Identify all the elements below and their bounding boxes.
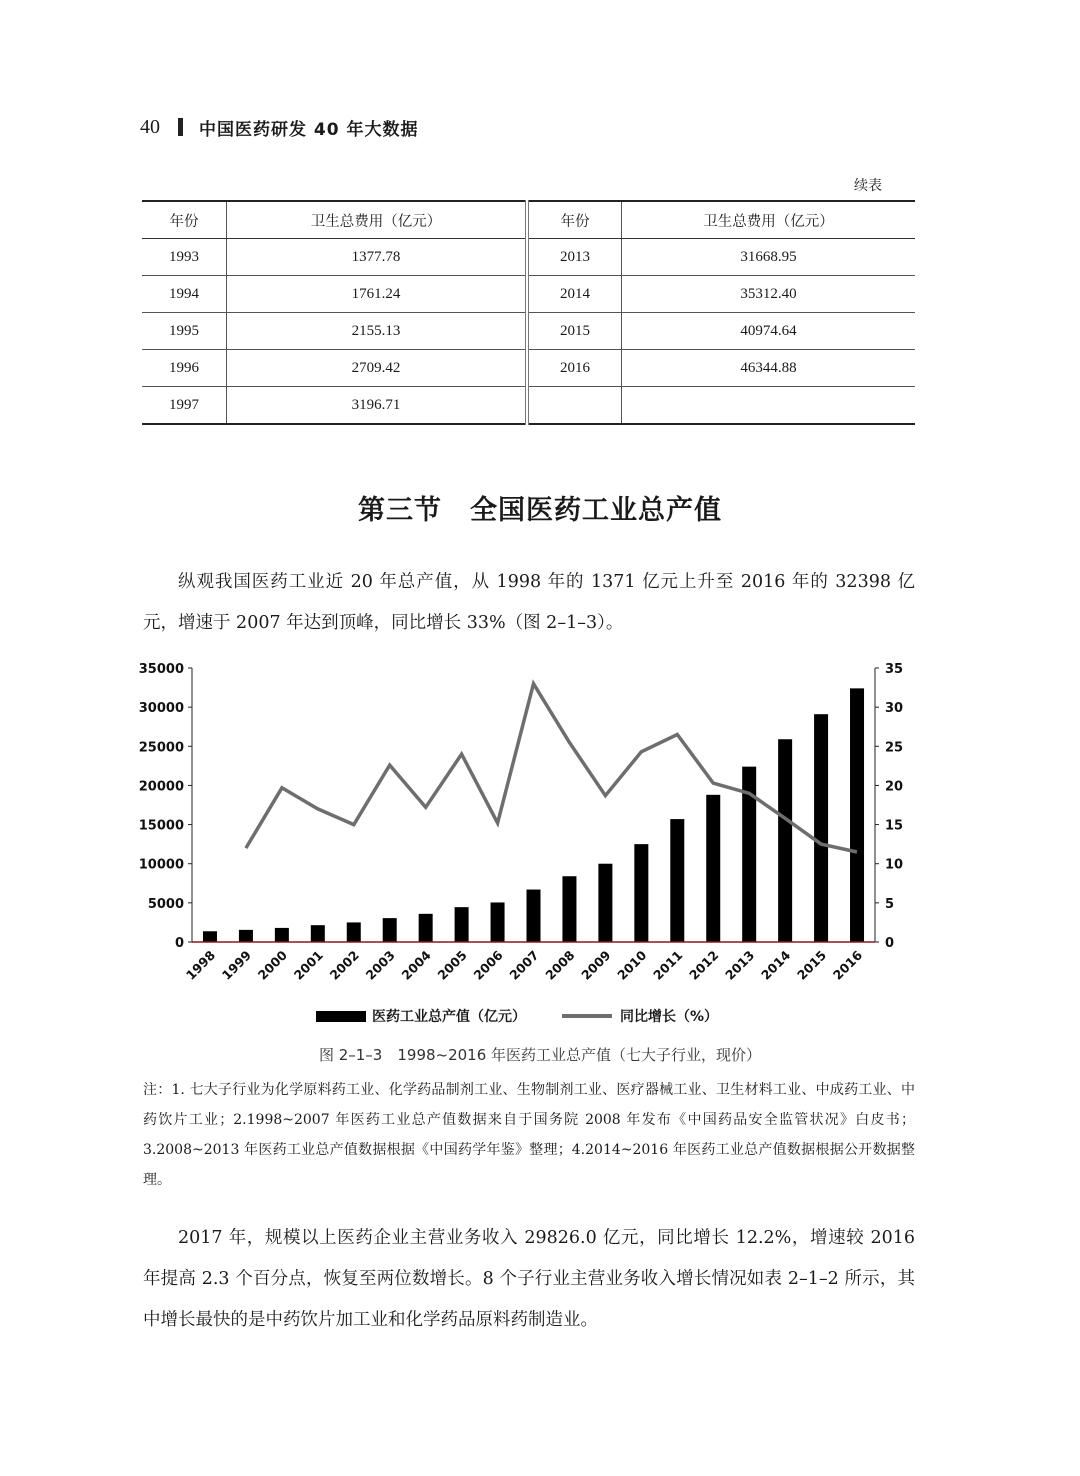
x-tick-label: 2001 [290, 947, 326, 983]
bar [634, 844, 648, 942]
table-row [142, 387, 915, 425]
table-cell: 2014 [527, 276, 622, 313]
legend-line-label: 同比增长（%） [620, 1009, 719, 1025]
right-tick-label: 5 [885, 896, 895, 912]
running-header [140, 112, 419, 142]
bar [203, 931, 217, 942]
left-tick-label: 35000 [138, 662, 184, 677]
table-cell: 2016 [527, 350, 622, 387]
output-value-chart [130, 655, 930, 1035]
table-cell: 2015 [527, 313, 622, 350]
legend-bar-swatch [316, 1011, 366, 1022]
table-cell [622, 387, 916, 425]
left-tick-label: 0 [174, 936, 184, 951]
x-tick-label: 2000 [254, 947, 290, 983]
table-cell: 40974.64 [622, 313, 916, 350]
x-tick-label: 2003 [362, 947, 398, 983]
table-cell: 1996 [142, 350, 227, 387]
x-tick-label: 1998 [182, 947, 219, 983]
table-row [142, 276, 915, 313]
bar [670, 819, 684, 942]
bar [562, 876, 576, 942]
x-tick-label: 2014 [758, 947, 794, 983]
intro-paragraph: 纵观我国医药工业近 20 年总产值，从 1998 年的 1371 亿元上升至 2016 年的 32398 亿元，增速于 2007 年达到顶峰，同比增长 33%（图 2–1–3）。 [143, 572, 915, 633]
right-tick-label: 15 [885, 818, 904, 834]
x-tick-label: 2007 [506, 947, 542, 983]
table-cell: 31668.95 [622, 239, 916, 276]
growth-line [246, 684, 857, 852]
page-number: 40 [140, 115, 160, 138]
table-cell: 1997 [142, 387, 227, 425]
table-cell: 3196.71 [227, 387, 528, 425]
x-tick-label: 2008 [542, 947, 578, 983]
x-tick-label: 2005 [434, 947, 470, 983]
chart-legend [316, 1006, 718, 1026]
figure-note: 注：1. 七大子行业为化学原料药工业、化学药品制剂工业、生物制剂工业、医疗器械工业、卫生材料工业、中成药工业、中药饮片工业；2.1998~2007 年医药工业总产值数据来自于国务院 2008 年发布《中国药品安全监管状况》白皮书；3.2008~2013 年医药工业总产值数据根据《中国药学年鉴》整理；4.2014~2016 年医药工业总产值数据根据公开数据整理。 [143, 1082, 915, 1188]
right-tick-label: 0 [885, 936, 895, 951]
x-tick-label: 2010 [614, 947, 650, 983]
table-cell: 35312.40 [622, 276, 916, 313]
left-tick-label: 30000 [138, 701, 184, 717]
left-tick-label: 25000 [138, 740, 184, 756]
table-continued-label: 续表 [854, 178, 882, 194]
x-tick-label: 2015 [793, 947, 830, 983]
table-cell: 2013 [527, 239, 622, 276]
legend-line-swatch [562, 1014, 612, 1018]
right-tick-label: 30 [885, 701, 904, 717]
right-tick-label: 25 [885, 740, 904, 756]
table-cell: 1994 [142, 276, 227, 313]
table-cell: 1995 [142, 313, 227, 350]
table-cell: 2709.42 [227, 350, 528, 387]
table-cell [527, 387, 622, 425]
bar [814, 714, 828, 942]
x-tick-label: 2013 [722, 947, 758, 983]
bar [850, 688, 864, 942]
table-row [142, 350, 915, 387]
x-tick-label: 2004 [398, 947, 434, 983]
bar [419, 914, 433, 942]
legend-bar-label: 医药工业总产值（亿元） [372, 1009, 526, 1025]
bar [706, 795, 720, 942]
bar [455, 907, 469, 942]
column-header: 年份 [142, 201, 227, 239]
bar [239, 930, 253, 942]
table-cell: 46344.88 [622, 350, 916, 387]
right-tick-label: 20 [885, 779, 904, 795]
bar [598, 864, 612, 942]
closing-paragraph: 2017 年，规模以上医药企业主营业务收入 29826.0 亿元，同比增长 12.2%，增速较 2016 年提高 2.3 个百分点，恢复至两位数增长。8 个子行业主营业务收入增长情况如表 2–1–2 所示，其中增长最快的是中药饮片加工业和化学药品原料药制造业。 [143, 1228, 915, 1330]
x-tick-label: 2002 [326, 947, 362, 983]
chart-canvas [130, 655, 930, 1005]
left-tick-label: 10000 [138, 857, 184, 873]
figure-caption: 图 2–1–3 1998~2016 年医药工业总产值（七大子行业，现价） [318, 1046, 762, 1064]
column-header: 年份 [527, 201, 622, 239]
right-tick-label: 35 [885, 662, 904, 677]
left-tick-label: 15000 [138, 818, 184, 834]
left-tick-label: 20000 [138, 779, 184, 795]
x-tick-label: 2009 [578, 947, 614, 983]
column-header: 卫生总费用（亿元） [622, 201, 916, 239]
table-cell: 2155.13 [227, 313, 528, 350]
bar [383, 918, 397, 942]
column-header: 卫生总费用（亿元） [227, 201, 528, 239]
bar [311, 925, 325, 942]
header-divider [178, 118, 183, 136]
table-cell: 1993 [142, 239, 227, 276]
x-tick-label: 2012 [686, 947, 722, 983]
table-cell: 1377.78 [227, 239, 528, 276]
table-header-row [142, 201, 915, 239]
table-cell: 1761.24 [227, 276, 528, 313]
table-row [142, 313, 915, 350]
x-tick-label: 2006 [470, 947, 506, 983]
bar [527, 890, 541, 942]
bar [778, 739, 792, 942]
x-tick-label: 2016 [829, 947, 866, 983]
x-tick-label: 2011 [650, 947, 686, 983]
book-title: 中国医药研发 40 年大数据 [199, 119, 419, 140]
x-tick-label: 1999 [218, 947, 255, 983]
bar [491, 902, 505, 942]
right-tick-label: 10 [885, 857, 904, 873]
table-row [142, 239, 915, 276]
section-title: 第三节 全国医药工业总产值 [358, 495, 722, 526]
bar [347, 922, 361, 942]
health-expenditure-table [142, 200, 915, 425]
bar [275, 928, 289, 942]
left-tick-label: 5000 [147, 896, 184, 912]
